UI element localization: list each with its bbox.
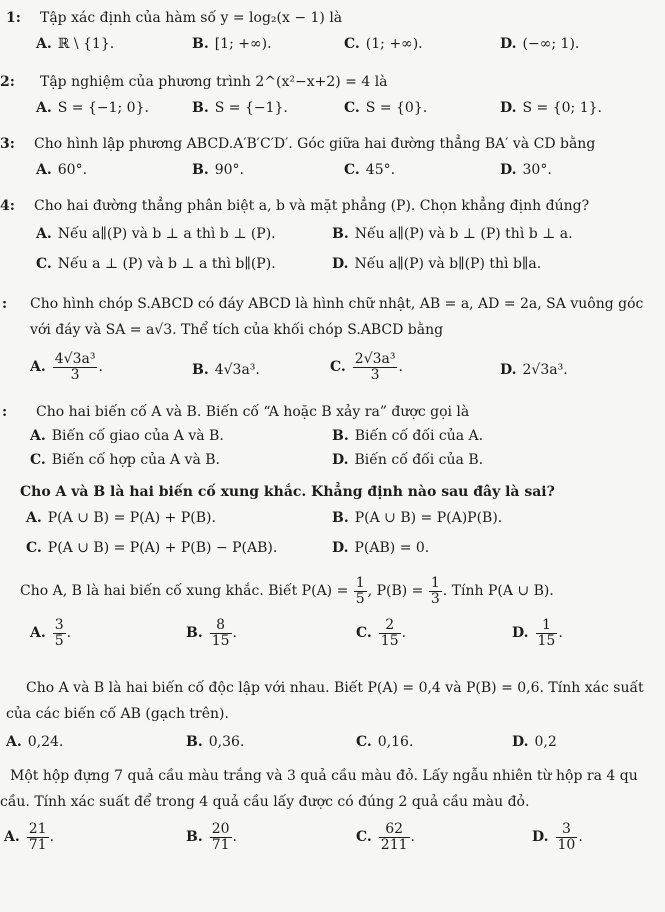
option-d[interactable]: D. 0,2 <box>512 734 557 750</box>
question-stem: Cho A và B là hai biến cố độc lập với nhau. Biết P(A) = 0,4 và P(B) = 0,6. Tính xác suất <box>26 680 644 696</box>
option-c[interactable]: C. $\frac{2}{15}$ . <box>356 617 407 649</box>
option-a[interactable]: A. Biến cố giao của A và B. <box>30 428 224 444</box>
question-10-options <box>0 822 665 862</box>
fraction: $\frac{62}{211}$ <box>380 821 408 853</box>
option-a[interactable]: A. Nếu a∥(P) và b ⊥ a thì b ⊥ (P). <box>36 226 276 242</box>
question-number: 2: <box>0 74 15 90</box>
option-c[interactable]: C. (1; +∞). <box>344 36 423 52</box>
option-b[interactable]: B. [1; +∞). <box>192 36 272 52</box>
fraction: $\frac{2}{15}$ <box>380 617 399 649</box>
option-c[interactable]: C. Nếu a ⊥ (P) và b ⊥ a thì b∥(P). <box>36 256 276 272</box>
question-stem: Cho A và B là hai biến cố xung khắc. Khẳng định nào sau đây là sai? <box>20 484 555 500</box>
option-a[interactable]: A. $\frac{21}{71}$ . <box>4 821 55 853</box>
option-d[interactable]: D. S = {0; 1}. <box>500 100 602 116</box>
fraction-pa: $\frac{1}{5}$ <box>355 575 365 607</box>
option-c[interactable]: C. S = {0}. <box>344 100 428 116</box>
option-d[interactable]: D. 2√3a³. <box>500 362 568 378</box>
option-a[interactable]: A. P(A ∪ B) = P(A) + P(B). <box>26 510 216 526</box>
fraction: $\frac{\text{2√3a³}}{3}$ <box>354 351 396 383</box>
option-d[interactable]: D. $\frac{1}{15}$ . <box>512 617 563 649</box>
option-d[interactable]: D. Biến cố đối của B. <box>332 452 484 468</box>
question-stem-continued: cầu. Tính xác suất để trong 4 quả cầu lấy được có đúng 2 quả cầu màu đỏ. <box>0 794 530 810</box>
option-b[interactable]: B. P(A ∪ B) = P(A)P(B). <box>332 510 503 526</box>
option-b[interactable]: B. S = {−1}. <box>192 100 288 116</box>
option-b[interactable]: B. Nếu a∥(P) và b ⊥ (P) thì b ⊥ a. <box>332 226 573 242</box>
option-a[interactable]: A. $\frac{\text{4√3a³}}{3}$ . <box>30 351 103 383</box>
question-stem: Tập xác định của hàm số y = log₂(x − 1) là <box>40 10 343 26</box>
option-c[interactable]: C. 0,16. <box>356 734 414 750</box>
question-number: 1: <box>6 10 21 26</box>
fraction: $\frac{20}{71}$ <box>211 821 230 853</box>
question-stem: Cho A, B là hai biến cố xung khắc. Biết P(A) = $\frac{1}{5}$ , P(B) = $\frac{1}{3}$ . Tính P(A ∪ B). <box>20 575 554 607</box>
option-c[interactable]: C. $\frac{62}{211}$ . <box>356 821 415 853</box>
option-a[interactable]: A. ℝ \ {1}. <box>36 36 115 52</box>
option-b[interactable]: B. 90°. <box>192 162 244 178</box>
option-d[interactable]: D. (−∞; 1). <box>500 36 580 52</box>
question-stem-continued: của các biến cố AB (gạch trên). <box>6 706 229 722</box>
question-8 <box>0 568 665 608</box>
fraction: $\frac{3}{10}$ <box>557 821 576 853</box>
option-a[interactable]: A. 0,24. <box>6 734 64 750</box>
question-8-options <box>0 618 665 658</box>
option-a[interactable]: A. 60°. <box>36 162 88 178</box>
option-c[interactable]: C. $\frac{\text{2√3a³}}{3}$ . <box>330 351 403 383</box>
question-stem: Cho hai biến cố A và B. Biến cố “A hoặc B xảy ra” được gọi là <box>36 404 470 420</box>
option-b[interactable]: B. $\frac{8}{15}$ . <box>186 617 237 649</box>
fraction: $\frac{8}{15}$ <box>211 617 230 649</box>
question-stem: Cho hình chóp S.ABCD có đáy ABCD là hình chữ nhật, AB = a, AD = 2a, SA vuông góc <box>30 296 644 312</box>
option-c[interactable]: C. P(A ∪ B) = P(A) + P(B) − P(AB). <box>26 540 278 556</box>
option-b[interactable]: B. $\frac{20}{71}$ . <box>186 821 237 853</box>
question-stem: Tập nghiệm của phương trình 2^(x²−x+2) = 4 là <box>40 74 388 90</box>
question-stem: Cho hình lập phương ABCD.A′B′C′D′. Góc giữa hai đường thẳng BA′ và CD bằng <box>34 136 596 152</box>
fraction: $\frac{21}{71}$ <box>28 821 47 853</box>
question-number: : <box>2 296 8 312</box>
option-d[interactable]: D. Nếu a∥(P) và b∥(P) thì b∥a. <box>332 256 542 272</box>
question-5-options <box>0 346 665 390</box>
question-number: 3: <box>0 136 15 152</box>
option-c[interactable]: C. Biến cố hợp của A và B. <box>30 452 220 468</box>
fraction: $\frac{3}{5}$ <box>54 617 64 649</box>
option-a[interactable]: A. S = {−1; 0}. <box>36 100 149 116</box>
question-stem-continued: với đáy và SA = a√3. Thể tích của khối chóp S.ABCD bằng <box>30 322 444 338</box>
option-c[interactable]: C. 45°. <box>344 162 396 178</box>
option-d[interactable]: D. 30°. <box>500 162 552 178</box>
option-b[interactable]: B. 0,36. <box>186 734 245 750</box>
option-d[interactable]: D. P(AB) = 0. <box>332 540 430 556</box>
question-stem: Cho hai đường thẳng phân biệt a, b và mặt phẳng (P). Chọn khẳng định đúng? <box>34 198 590 214</box>
fraction: $\frac{1}{15}$ <box>537 617 556 649</box>
question-number: : <box>2 404 8 420</box>
option-d[interactable]: D. $\frac{3}{10}$ . <box>532 821 583 853</box>
question-stem: Một hộp đựng 7 quả cầu màu trắng và 3 quả cầu màu đỏ. Lấy ngẫu nhiên từ hộp ra 4 qu <box>10 768 638 784</box>
question-number: 4: <box>0 198 15 214</box>
option-b[interactable]: B. 4√3a³. <box>192 362 260 378</box>
option-b[interactable]: B. Biến cố đối của A. <box>332 428 484 444</box>
option-a[interactable]: A. $\frac{3}{5}$ . <box>30 617 72 649</box>
fraction-pb: $\frac{1}{3}$ <box>430 575 440 607</box>
fraction: $\frac{\text{4√3a³}}{3}$ <box>54 351 96 383</box>
